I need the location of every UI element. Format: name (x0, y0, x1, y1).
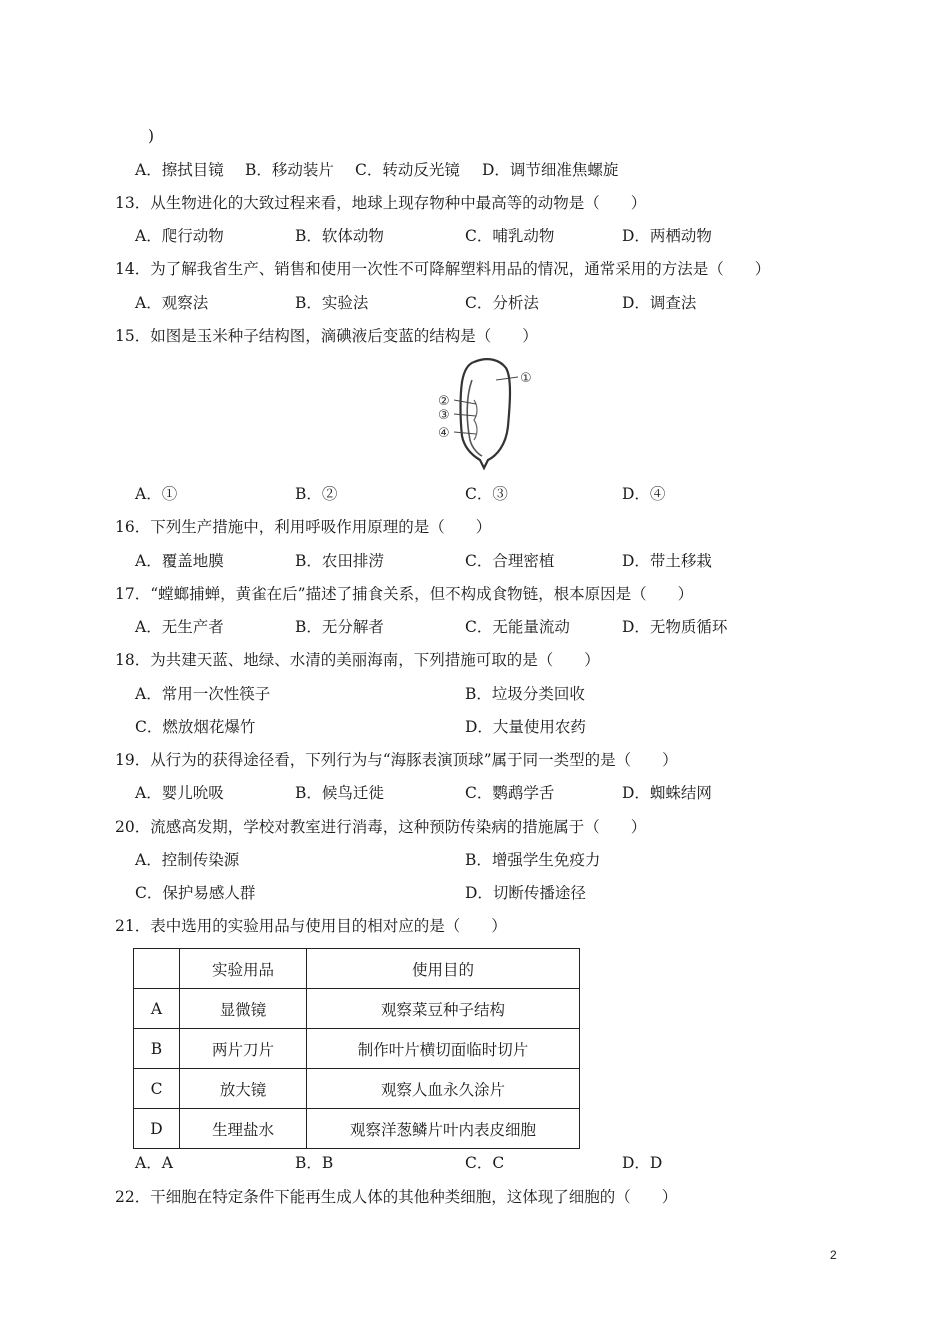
figure-label-2: ② (438, 394, 450, 409)
q12-tail: ) (148, 127, 155, 145)
q21-option-b: B．B (295, 1154, 334, 1172)
table-cell: A (134, 989, 180, 1029)
table-header-row (134, 949, 580, 989)
q14-option-d: D．调查法 (622, 294, 697, 312)
figure-label-3: ③ (438, 408, 450, 423)
q16-stem: 16．下列生产措施中，利用呼吸作用原理的是（ ） (115, 518, 492, 536)
q13-option-c: C．哺乳动物 (465, 227, 555, 245)
table-cell: D (134, 1109, 180, 1149)
q12-option-b: B．移动装片 (245, 161, 334, 179)
table-header-cell: 实验用品 (180, 949, 307, 989)
q20-option-b: B．增强学生免疫力 (465, 851, 601, 869)
table-cell: 生理盐水 (180, 1109, 307, 1149)
q19-option-c: C．鹦鹉学舌 (465, 784, 555, 802)
q15-option-d: D．④ (622, 485, 666, 503)
q16-option-c: C．合理密植 (465, 552, 555, 570)
table-cell: 放大镜 (180, 1069, 307, 1109)
table-row (134, 1109, 580, 1149)
corn-seed-diagram (438, 356, 548, 474)
q18-option-c: C．燃放烟花爆竹 (135, 718, 256, 736)
q17-option-c: C．无能量流动 (465, 618, 570, 636)
table-cell: 两片刀片 (180, 1029, 307, 1069)
q20-stem: 20．流感高发期，学校对教室进行消毒，这种预防传染病的措施属于（ ） (115, 818, 647, 836)
figure-label-1: ① (520, 371, 532, 386)
q12-option-a: A．擦拭目镜 (135, 161, 224, 179)
q14-option-b: B．实验法 (295, 294, 369, 312)
table-cell: 观察菜豆种子结构 (307, 989, 580, 1029)
q18-option-b: B．垃圾分类回收 (465, 685, 585, 703)
table-row (134, 989, 580, 1029)
q19-option-d: D．蜘蛛结网 (622, 784, 712, 802)
table-header-cell (134, 949, 180, 989)
q13-option-b: B．软体动物 (295, 227, 384, 245)
q13-option-d: D．两栖动物 (622, 227, 712, 245)
q21-option-c: C．C (465, 1154, 505, 1172)
q17-stem: 17．“螳螂捕蝉，黄雀在后”描述了捕食关系，但不构成食物链，根本原因是（ ） (115, 585, 694, 603)
table-row (134, 1029, 580, 1069)
q20-option-c: C．保护易感人群 (135, 884, 256, 902)
q15-option-c: C．③ (465, 485, 508, 503)
table-cell: 制作叶片横切面临时切片 (307, 1029, 580, 1069)
q20-option-a: A．控制传染源 (135, 851, 240, 869)
q14-option-a: A．观察法 (135, 294, 209, 312)
q18-option-d: D．大量使用农药 (465, 718, 586, 736)
table-cell: 显微镜 (180, 989, 307, 1029)
table-row (134, 1069, 580, 1109)
q19-option-a: A．婴儿吮吸 (135, 784, 224, 802)
q13-stem: 13．从生物进化的大致过程来看，地球上现存物种中最高等的动物是（ ） (115, 194, 647, 212)
q17-option-b: B．无分解者 (295, 618, 384, 636)
q15-stem: 15．如图是玉米种子结构图，滴碘液后变蓝的结构是（ ） (115, 327, 538, 345)
q20-option-d: D．切断传播途径 (465, 884, 586, 902)
q22-stem: 22．干细胞在特定条件下能再生成人体的其他种类细胞，这体现了细胞的（ ） (115, 1188, 678, 1206)
q16-option-a: A．覆盖地膜 (135, 552, 224, 570)
q21-option-a: A．A (135, 1154, 173, 1172)
q16-option-d: D．带土移栽 (622, 552, 712, 570)
q19-stem: 19．从行为的获得途径看，下列行为与“海豚表演顶球”属于同一类型的是（ ） (115, 751, 678, 769)
q17-option-d: D．无物质循环 (622, 618, 728, 636)
table-cell: C (134, 1069, 180, 1109)
q21-stem: 21．表中选用的实验用品与使用目的相对应的是（ ） (115, 917, 507, 935)
q13-option-a: A．爬行动物 (135, 227, 224, 245)
q18-option-a: A．常用一次性筷子 (135, 685, 271, 703)
table-header-cell: 使用目的 (307, 949, 580, 989)
q18-stem: 18．为共建天蓝、地绿、水清的美丽海南，下列措施可取的是（ ） (115, 651, 600, 669)
q12-option-d: D．调节细准焦螺旋 (482, 161, 619, 179)
q14-stem: 14．为了解我省生产、销售和使用一次性不可降解塑料用品的情况，通常采用的方法是（ ） (115, 260, 771, 278)
q21-option-d: D．D (622, 1154, 663, 1172)
q16-option-b: B．农田排涝 (295, 552, 384, 570)
q12-option-c: C．转动反光镜 (355, 161, 460, 179)
experiment-table (133, 948, 580, 1149)
table-cell: 观察人血永久涂片 (307, 1069, 580, 1109)
figure-label-4: ④ (438, 426, 450, 441)
q15-option-a: A．① (135, 485, 178, 503)
table-cell: 观察洋葱鳞片叶内表皮细胞 (307, 1109, 580, 1149)
q19-option-b: B．候鸟迁徙 (295, 784, 384, 802)
q17-option-a: A．无生产者 (135, 618, 224, 636)
page-number: 2 (830, 1248, 837, 1262)
table-cell: B (134, 1029, 180, 1069)
q14-option-c: C．分析法 (465, 294, 539, 312)
q15-option-b: B．② (295, 485, 338, 503)
